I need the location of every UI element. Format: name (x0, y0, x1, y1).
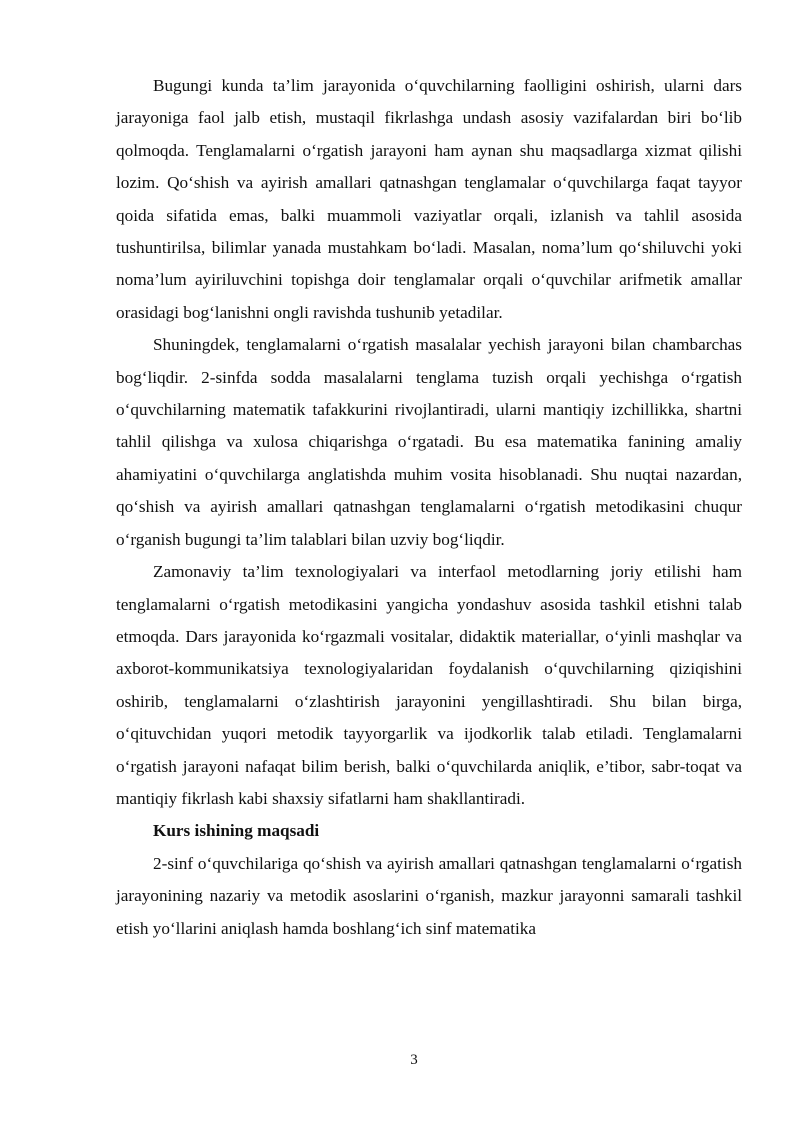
paragraph-intro: Bugungi kunda ta’lim jarayonida o‘quvchilarning faolligini oshirish, ularni dars jarayoniga faol jalb etish, mustaqil fikrlashga undash asosiy vazifalardan biri bo‘lib qolmoqda. Tenglamalarni o‘rgatish jarayoni ham aynan shu maqsadlarga xizmat qilishi lozim. Qo‘shish va ayirish amallari qatnashgan tenglamalar o‘quvchilarga faqat tayyor qoida sifatida emas, balki muammoli vaziyatlar orqali, izlanish va tahlil asosida tushuntirilsa, bilimlar yanada mustahkam bo‘ladi. Masalan, noma’lum qo‘shiluvchi yoki noma’lum ayiriluvchini topishga doir tenglamalar orqali o‘quvchilar arifmetik amallar orasidagi bog‘lanishni ongli ravishda tushunib yetadilar. (116, 76, 742, 322)
paragraph-course-goal: 2-sinf o‘quvchilariga qo‘shish va ayirish amallari qatnashgan tenglamalarni o‘rgatish jarayonining nazariy va metodik asoslarini o‘rganish, mazkur jarayonni samarali tashkil etish yo‘llarini aniqlash hamda boshlang‘ich sinf matematika (116, 853, 742, 938)
page-body (116, 70, 742, 945)
section-heading: Kurs ishining maqsadi (153, 821, 320, 841)
paragraph-word-problems: Shuningdek, tenglamalarni o‘rgatish masalalar yechish jarayoni bilan chambarchas bog‘liqdir. 2-sinfda sodda masalalarni tenglama tuzish orqali yechishga o‘rgatish o‘quvchilarning matematik tafakkurini rivojlantiradi, ularni mantiqiy izchillikka, shartni tahlil qilishga va xulosa chiqarishga o‘rgatadi. Bu esa matematika fanining amaliy ahamiyatini o‘quvchilarga anglatishda muhim vosita hisoblanadi. Shu nuqtai nazardan, qo‘shish va ayirish amallari qatnashgan tenglamalarni o‘rgatish metodikasini chuqur o‘rganish bugungi ta’lim talablari bilan uzviy bog‘liqdir. (116, 335, 742, 549)
page-number: 3 (410, 1052, 418, 1068)
paragraph-modern-technologies: Zamonaviy ta’lim texnologiyalari va interfaol metodlarning joriy etilishi ham tenglamalarni o‘rgatish metodikasini yangicha yondashuv asosida tashkil etishni talab etmoqda. Dars jarayonida ko‘rgazmali vositalar, didaktik materiallar, o‘yinli mashqlar va axborot-kommunikatsiya texnologiyalaridan foydalanish o‘quvchilarning qiziqishini oshirib, tenglamalarni o‘zlashtirish jarayonini yengillashtiradi. Shu bilan birga, o‘qituvchidan yuqori metodik tayyorgarlik va ijodkorlik talab etiladi. Tenglamalarni o‘rgatish jarayoni nafaqat bilim berish, balki o‘quvchilarda aniqlik, e’tibor, sabr-toqat va mantiqiy fikrlash kabi shaxsiy sifatlarni ham shakllantiradi. (116, 562, 742, 808)
